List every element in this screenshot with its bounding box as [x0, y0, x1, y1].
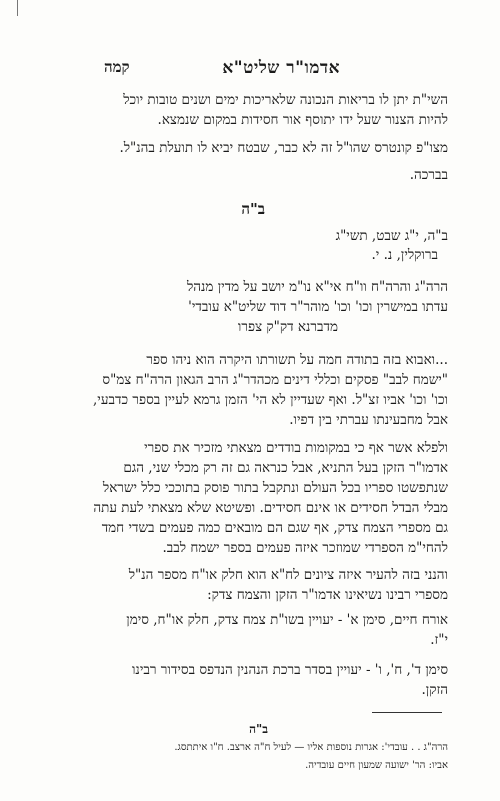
footnote-line-1: הרה"ג . . עובדי': אגרות נוספות אליו — לעיל ח"ה ארצב. ח"ו איתתסג. [174, 742, 448, 753]
paragraph-2-line-4: מבלי הבדל חסידים או אינם חסידים. ופשיטא שלא מצאתי לעת עתה [93, 500, 448, 516]
citation-2-line-1: סימן ד', ח', ו' - יעויין בסדר ברכת הנהנין הנדפס בסידור רבינו [131, 662, 448, 678]
paragraph-2-line-2: אדמו"ר הזקן בעל התניא, אבל כנראה גם זה רק מכלי שני, הגם [123, 460, 448, 476]
section-mark: ב"ה [241, 200, 265, 218]
dateline-date: ב"ה, י"ג שבט, תשי"ג [335, 228, 448, 244]
paragraph-3-line-1: והנני בזה להעיר איזה ציונים לח"א הוא חלק או"ח מספר הנ"ל [128, 567, 448, 583]
page-number: קמה [104, 58, 130, 76]
paragraph-2-line-3: שנתפשטו ספריו בכל העולם ונתקבל בתור פוסק בתוככי כלל ישראל [102, 480, 448, 496]
running-header-title: אדמו"ר שליט"א [222, 58, 340, 78]
citation-2-line-2: הזקן. [421, 682, 448, 698]
paragraph-2-line-5: גם מספרי הצמח צדק, אף שגם הם מובאים כמה פעמים בשדי חמד [101, 520, 448, 536]
citation-1-line-1: אורח חיים, סימן א' - יעויין בשו"ת צמח צדק, חלק או"ח, סימן [126, 612, 448, 628]
dateline-place: ברוקלין, נ. י. [371, 247, 438, 263]
footnote-mark: ב"ה [249, 722, 268, 736]
citation-1-line-2: י"ז. [430, 632, 448, 648]
paragraph-1-line-3: וכו' וכו' אביו זצ"ל. ואף שעדיין לא הי' הזמן גרמא לעיין בספר כדבעי, [93, 392, 448, 408]
address-line-1: הרה"ג והרה"ח וו"ח אי"א נו"מ יושב על מדין מנהל [186, 279, 448, 295]
address-line-3: מדברנא דק"ק צפרו [237, 319, 338, 335]
intro-line-2: להיות הצנור שעל ידו יתוסף אור חסידות במקום שנמצא. [157, 112, 448, 128]
paragraph-1-line-1: ...ואבוא בזה בתודה חמה על תשורתו היקרה הוא ניהו ספר [146, 352, 448, 368]
paragraph-3-line-2: מספרי רבינו נשיאינו אדמו"ר הזקן והצמח צדק: [207, 587, 448, 603]
intro-line-1: השי"ת יתן לו בריאות הנכונה שלאריכות ימים ושנים טובות יוכל [123, 92, 448, 108]
scan-mark [17, 0, 18, 16]
footnote-rule [372, 712, 442, 713]
paragraph-1-line-2: "ישמח לבב" פסקים וכללי דינים מכהדר"ג הרב הגאון הרה"ח צמ"ס [102, 372, 448, 388]
closing-greeting: בברכה. [409, 167, 448, 183]
intro-line-3: מצו"פ קונטרס שהו"ל זה לא כבר, שבטח יביא לו תועלת בהנ"ל. [119, 140, 448, 156]
footnote-line-2: אביו: הר' ישועה שמעון חיים עובדיה. [305, 760, 448, 771]
paragraph-2-line-6: להחי"מ הספרדי שמוזכר איזה פעמים בספר ישמח לבב. [162, 540, 448, 556]
address-line-2: עדתו במישרין וכו' וכו' מוהר"ר דוד שליט"א עובדי' [188, 299, 448, 315]
paragraph-1-line-4: אבל מחבעינתו עברתי בין דפיו. [289, 412, 448, 428]
paragraph-2-line-1: ולפלא אשר אף כי במקומות בודדים מצאתי מזכיר את ספרי [144, 440, 448, 456]
